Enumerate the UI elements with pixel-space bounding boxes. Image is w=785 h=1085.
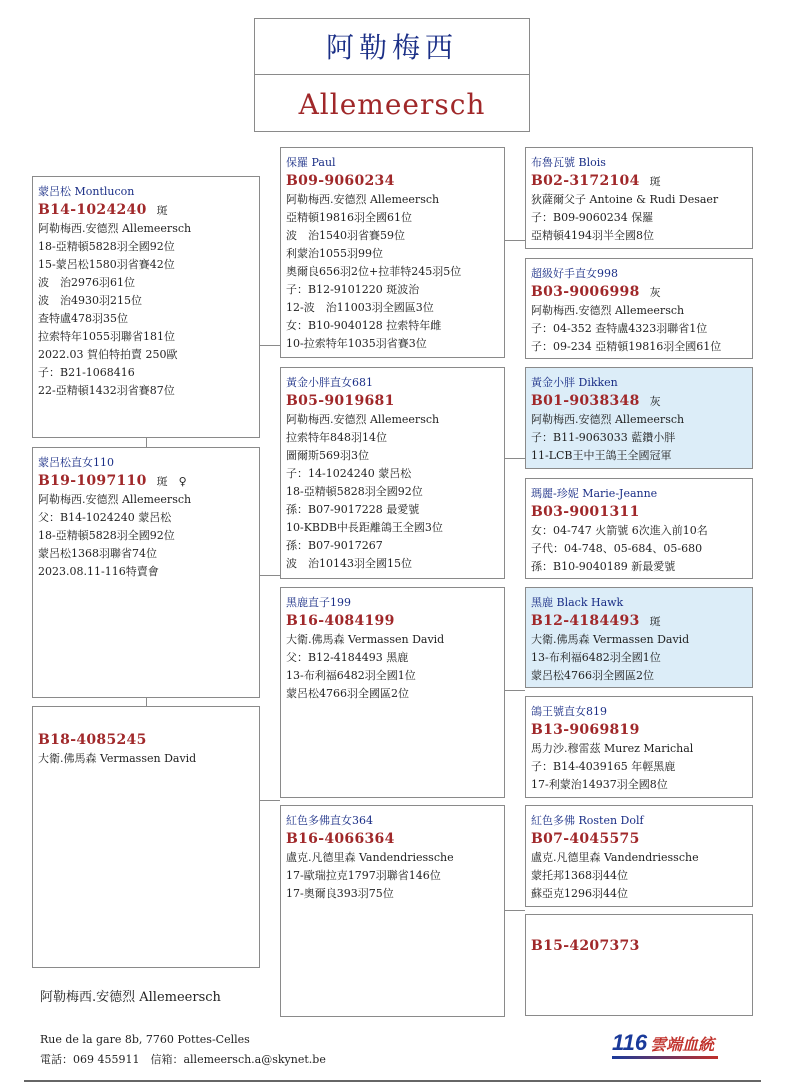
ring-number-text: B07-4045575	[531, 831, 640, 847]
ring-number	[531, 283, 752, 302]
pedigree-line: 18-亞精頓5828羽全國92位	[38, 529, 175, 542]
pedigree-line: 大衛.佛馬森 Vermassen David	[531, 633, 690, 646]
pedigree-line: 孫：B10-9040189 新最愛號	[531, 560, 676, 573]
pedigree-line: 大衛.佛馬森 Vermassen David	[286, 633, 445, 646]
pedigree-line: 子：B21-1068416	[38, 366, 135, 379]
connector	[505, 240, 525, 241]
ring-number-text: B19-1097110	[38, 473, 147, 489]
ring-number	[531, 392, 752, 411]
pedigree-line: 狄薩爾父子 Antoine & Rudi Desaer	[531, 193, 719, 206]
ring-number-text: B02-3172104	[531, 173, 640, 189]
pedigree-line: 蒙呂松1368羽聯省74位	[38, 547, 157, 560]
pedigree-line: 11-LCB王中王鴿王全國冠軍	[531, 449, 672, 462]
ring-number-text: B16-4066364	[286, 831, 395, 847]
logo-underline	[612, 1056, 718, 1059]
pedigree-line: 圖爾斯569羽3位	[286, 449, 369, 462]
pedigree-line: 10-KBDB中長距離鴿王全國3位	[286, 521, 443, 534]
ring-number	[531, 721, 752, 740]
ring-number	[286, 392, 504, 411]
ring-number	[531, 503, 752, 522]
bird-name: 瑪麗-珍妮 Marie-Jeanne	[531, 487, 658, 500]
pedigree-line: 22-亞精頓1432羽省賽87位	[38, 384, 175, 397]
bird-name: 超級好手直女998	[531, 267, 618, 280]
footer-contact: 電話：069 455911 信箱：allemeersch.a@skynet.be	[40, 1053, 326, 1066]
card-ddd	[525, 914, 753, 1016]
card-sire	[32, 176, 260, 438]
pedigree-line: 18-亞精頓5828羽全國92位	[286, 485, 423, 498]
pedigree-line: 大衛.佛馬森 Vermassen David	[38, 752, 197, 765]
pedigree-line: 子：14-1024240 蒙呂松	[286, 467, 412, 480]
bird-name: 黃金小胖直女681	[286, 376, 373, 389]
connector	[260, 800, 280, 801]
pedigree-line: 2022.03 賀伯特拍賣 250歐	[38, 348, 178, 361]
ring-number	[531, 830, 752, 849]
pedigree-line: 父：B14-1024240 蒙呂松	[38, 511, 172, 524]
ring-number	[531, 172, 752, 191]
pedigree-line: 波 治1540羽省賽59位	[286, 229, 405, 242]
pedigree-line: 子：B12-9101220 斑波治	[286, 283, 420, 296]
bird-name: 黃金小胖 Dikken	[531, 376, 618, 389]
connector	[260, 345, 280, 346]
bird-name: 黑鹿直子199	[286, 596, 351, 609]
pedigree-line: 孫：B07-9017228 最愛號	[286, 503, 420, 516]
pedigree-line: 波 治4930羽215位	[38, 294, 142, 307]
pedigree-line: 孫：B07-9017267	[286, 539, 383, 552]
pedigree-line: 亞精頓4194羽半全國8位	[531, 229, 654, 242]
pedigree-line: 查特盧478羽35位	[38, 312, 128, 325]
ring-number-text: B15-4207373	[531, 938, 640, 954]
ring-number-text: B18-4085245	[38, 732, 147, 748]
pedigree-line: 馬力沙.穆雷茲 Murez Marichal	[531, 742, 694, 755]
connector	[260, 575, 280, 576]
title-latin: Allemeersch	[254, 74, 530, 132]
ring-number-text: B03-9001311	[531, 504, 640, 520]
ring-number	[38, 201, 259, 220]
card-dam	[32, 447, 260, 698]
owner-name: 阿勒梅西.安德烈 Allemeersch	[40, 990, 221, 1005]
title-chinese: 阿勒梅西	[254, 18, 530, 75]
pedigree-line: 蘇亞克1296羽44位	[531, 887, 628, 900]
connector	[505, 458, 525, 459]
ring-number-text: B12-4184493	[531, 613, 640, 629]
bird-name: 紅色多佛直女364	[286, 814, 373, 827]
logo-number: 116	[612, 1030, 648, 1055]
card-dam-dam	[280, 805, 505, 1017]
ring-number-text: B05-9019681	[286, 393, 395, 409]
card-ssd	[525, 258, 753, 359]
pedigree-line: 亞精頓19816羽全國61位	[286, 211, 412, 224]
pedigree-line: 17-奧爾良393羽75位	[286, 887, 394, 900]
pedigree-line: 蒙呂松4766羽全國區2位	[531, 669, 654, 682]
pedigree-line: 子：09-234 亞精頓19816羽全國61位	[531, 340, 722, 353]
pedigree-line: 波 治10143羽全國15位	[286, 557, 412, 570]
pedigree-line: 子：04-352 查特盧4323羽聯省1位	[531, 322, 708, 335]
pedigree-line: 阿勒梅西.安德烈 Allemeersch	[531, 304, 685, 317]
ring-number-text: B09-9060234	[286, 173, 395, 189]
pedigree-line: 阿勒梅西.安德烈 Allemeersch	[531, 413, 685, 426]
pedigree-line: 父：B12-4184493 黑鹿	[286, 651, 409, 664]
card-dam-sire	[280, 587, 505, 798]
feather-color: 斑	[156, 204, 168, 217]
feather-color: 灰	[649, 286, 661, 299]
pedigree-line: 15-蒙呂松1580羽省賽42位	[38, 258, 175, 271]
ring-number-text: B16-4084199	[286, 613, 395, 629]
connector	[146, 698, 147, 706]
ring-number	[38, 472, 259, 491]
feather-color: 斑 ♀	[156, 475, 187, 488]
footer-rule	[24, 1080, 761, 1082]
pedigree-line: 奧爾良656羽2位+拉菲特245羽5位	[286, 265, 462, 278]
bird-name: 黑鹿 Black Hawk	[531, 596, 624, 609]
pedigree-line: 10-拉索特年1035羽省賽3位	[286, 337, 427, 350]
card-dsd	[525, 696, 753, 798]
bird-name: 蒙呂松 Montlucon	[38, 185, 135, 198]
pedigree-line: 子：B14-4039165 年輕黑鹿	[531, 760, 676, 773]
pedigree-line: 2023.08.11-116特賣會	[38, 565, 159, 578]
ring-number-text: B01-9038348	[531, 393, 640, 409]
feather-color: 灰	[649, 395, 661, 408]
footer-address: Rue de la gare 8b, 7760 Pottes-Celles	[40, 1033, 250, 1046]
ring-number-text: B13-9069819	[531, 722, 640, 738]
pedigree-line: 盧克.凡德里森 Vandendriessche	[286, 851, 454, 864]
connector	[505, 690, 525, 691]
pedigree-line: 子：B09-9060234 保羅	[531, 211, 654, 224]
pedigree-line: 阿勒梅西.安德烈 Allemeersch	[286, 413, 440, 426]
pedigree-line: 子代：04-748、05-684、05-680	[531, 542, 703, 555]
card-sire-dam	[280, 367, 505, 579]
pedigree-line: 女：B10-9040128 拉索特年雌	[286, 319, 442, 332]
ring-number-text: B14-1024240	[38, 202, 147, 218]
pedigree-line: 阿勒梅西.安德烈 Allemeersch	[38, 222, 192, 235]
connector	[146, 438, 147, 447]
feather-color: 斑	[649, 615, 661, 628]
ring-number-text: B03-9006998	[531, 284, 640, 300]
bird-name: 蒙呂松直女110	[38, 456, 114, 469]
bird-name: 布魯瓦號 Blois	[531, 156, 606, 169]
pedigree-line: 拉索特年1055羽聯省181位	[38, 330, 175, 343]
connector	[505, 910, 525, 911]
brand-logo	[612, 1030, 714, 1058]
ring-number	[531, 612, 752, 631]
ring-number	[286, 830, 504, 849]
pedigree-line: 波 治2976羽61位	[38, 276, 135, 289]
bird-name: 鴿王號直女819	[531, 705, 607, 718]
ring-number	[38, 731, 259, 750]
feather-color: 斑	[649, 175, 661, 188]
bird-name: 保羅 Paul	[286, 156, 336, 169]
pedigree-line: 13-布利福6482羽全國1位	[286, 669, 416, 682]
pedigree-line: 利蒙治1055羽99位	[286, 247, 383, 260]
pedigree-line: 蒙托邦1368羽44位	[531, 869, 628, 882]
card-dss	[525, 587, 753, 688]
pedigree-line: 女：04-747 火箭號 6次進入前10名	[531, 524, 708, 537]
card-sire-sire	[280, 147, 505, 358]
pedigree-line: 子：B11-9063033 藍鑽小胖	[531, 431, 676, 444]
pedigree-line: 12-波 治11003羽全國區3位	[286, 301, 434, 314]
pedigree-line: 蒙呂松4766羽全國區2位	[286, 687, 409, 700]
pedigree-line: 13-布利福6482羽全國1位	[531, 651, 661, 664]
card-sds	[525, 367, 753, 469]
card-sss	[525, 147, 753, 249]
pedigree-line: 阿勒梅西.安德烈 Allemeersch	[286, 193, 440, 206]
card-subject	[32, 706, 260, 968]
pedigree-line: 17-歐瑞拉克1797羽聯省146位	[286, 869, 441, 882]
pedigree-line: 盧克.凡德里森 Vandendriessche	[531, 851, 699, 864]
card-sdd	[525, 478, 753, 579]
pedigree-line: 阿勒梅西.安德烈 Allemeersch	[38, 493, 192, 506]
pedigree-line: 17-利蒙治14937羽全國8位	[531, 778, 668, 791]
pedigree-line: 拉索特年848羽14位	[286, 431, 387, 444]
bird-name: 紅色多佛 Rosten Dolf	[531, 814, 644, 827]
ring-number	[286, 172, 504, 191]
pedigree-line: 18-亞精頓5828羽全國92位	[38, 240, 175, 253]
ring-number	[531, 937, 752, 956]
ring-number	[286, 612, 504, 631]
logo-text: 雲端血統	[650, 1035, 715, 1054]
card-dds	[525, 805, 753, 907]
